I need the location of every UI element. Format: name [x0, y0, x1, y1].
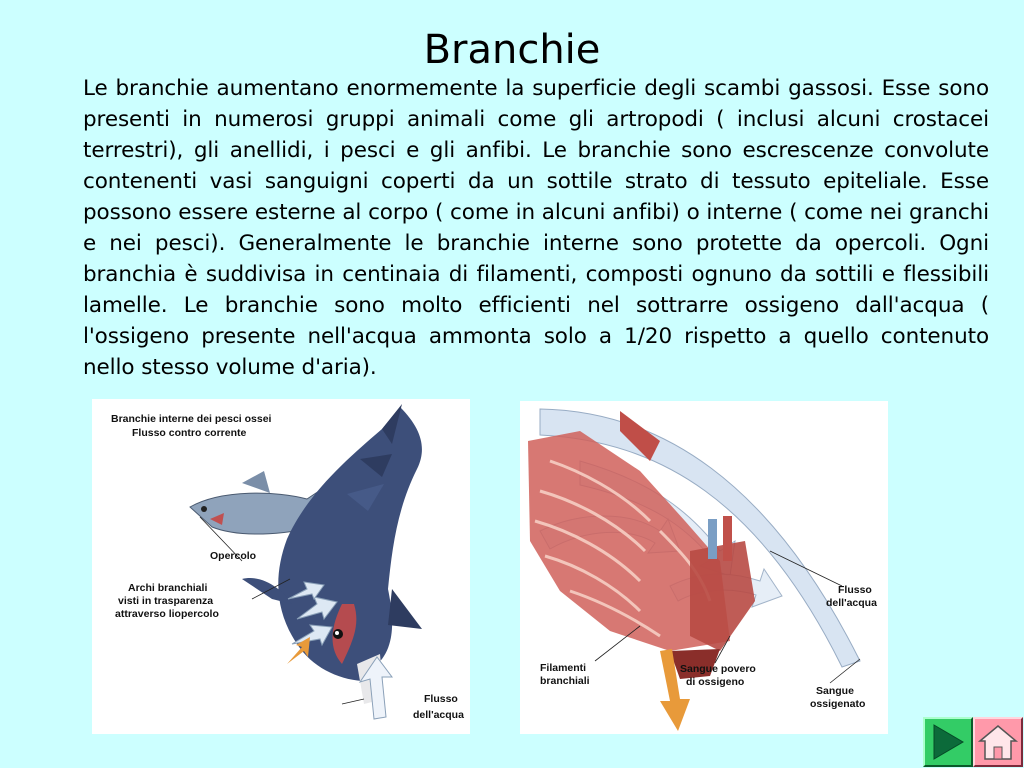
label-sangue-povero-1: Sangue povero: [680, 663, 756, 675]
label-sangue-ossigenato-1: Sangue: [816, 685, 854, 697]
page-title: Branchie: [423, 27, 601, 73]
label-archi-2: visti in trasparenza: [118, 595, 214, 607]
label-sangue-ossigenato-2: ossigenato: [810, 698, 866, 710]
label-flusso-1: Flusso: [424, 693, 458, 705]
home-icon: [975, 719, 1021, 765]
label-flusso-2: dell'acqua: [413, 709, 464, 721]
label-archi-1: Archi branchiali: [128, 582, 208, 594]
label-opercolo: Opercolo: [210, 550, 257, 562]
label-sangue-povero-2: di ossigeno: [686, 676, 745, 688]
label-flusso-1: Flusso: [838, 584, 872, 596]
fish-illustration: [92, 399, 470, 734]
fig-left-title-2: Flusso contro corrente: [132, 427, 247, 439]
label-flusso-2: dell'acqua: [826, 597, 877, 609]
large-fish: [242, 404, 422, 704]
gill-filaments: [528, 411, 755, 679]
figure-gill-detail: [520, 401, 888, 734]
next-slide-button[interactable]: [923, 717, 973, 767]
figure-fish-gills: [92, 399, 470, 734]
label-filamenti-2: branchiali: [540, 675, 590, 687]
label-filamenti-1: Filamenti: [540, 662, 587, 674]
play-right-icon: [925, 719, 971, 765]
home-button[interactable]: [973, 717, 1023, 767]
fig-left-title-1: Branchie interne dei pesci ossei: [111, 413, 272, 425]
body-paragraph: Le branchie aumentano enormemente la superficie degli scambi gassosi. Esse sono presenti in numerosi gruppi animali come gli artropodi ( inclusi alcuni crostacei terrestri), gli anellidi, i pesci e gli anfibi. Le branchie sono escrescenze convolute contenenti vasi sanguigni coperti da un sottile strato di tessuto epiteliale. Esse possono essere esterne al corpo ( come in alcuni anfibi) o interne ( come nei granchi e nei pesci). Generalmente le branchie interne sono protette da opercoli. Ogni branchia è suddivisa in centinaia di filamenti, composti ognuno da sottili e flessibili lamelle. Le branchie sono molto efficienti nel sottrarre ossigeno dall'acqua ( l'ossigeno presente nell'acqua ammonta solo a 1/20 rispetto a quello contenuto nello stesso volume d'aria).: [83, 76, 989, 380]
label-archi-3: attraverso liopercolo: [115, 608, 219, 620]
